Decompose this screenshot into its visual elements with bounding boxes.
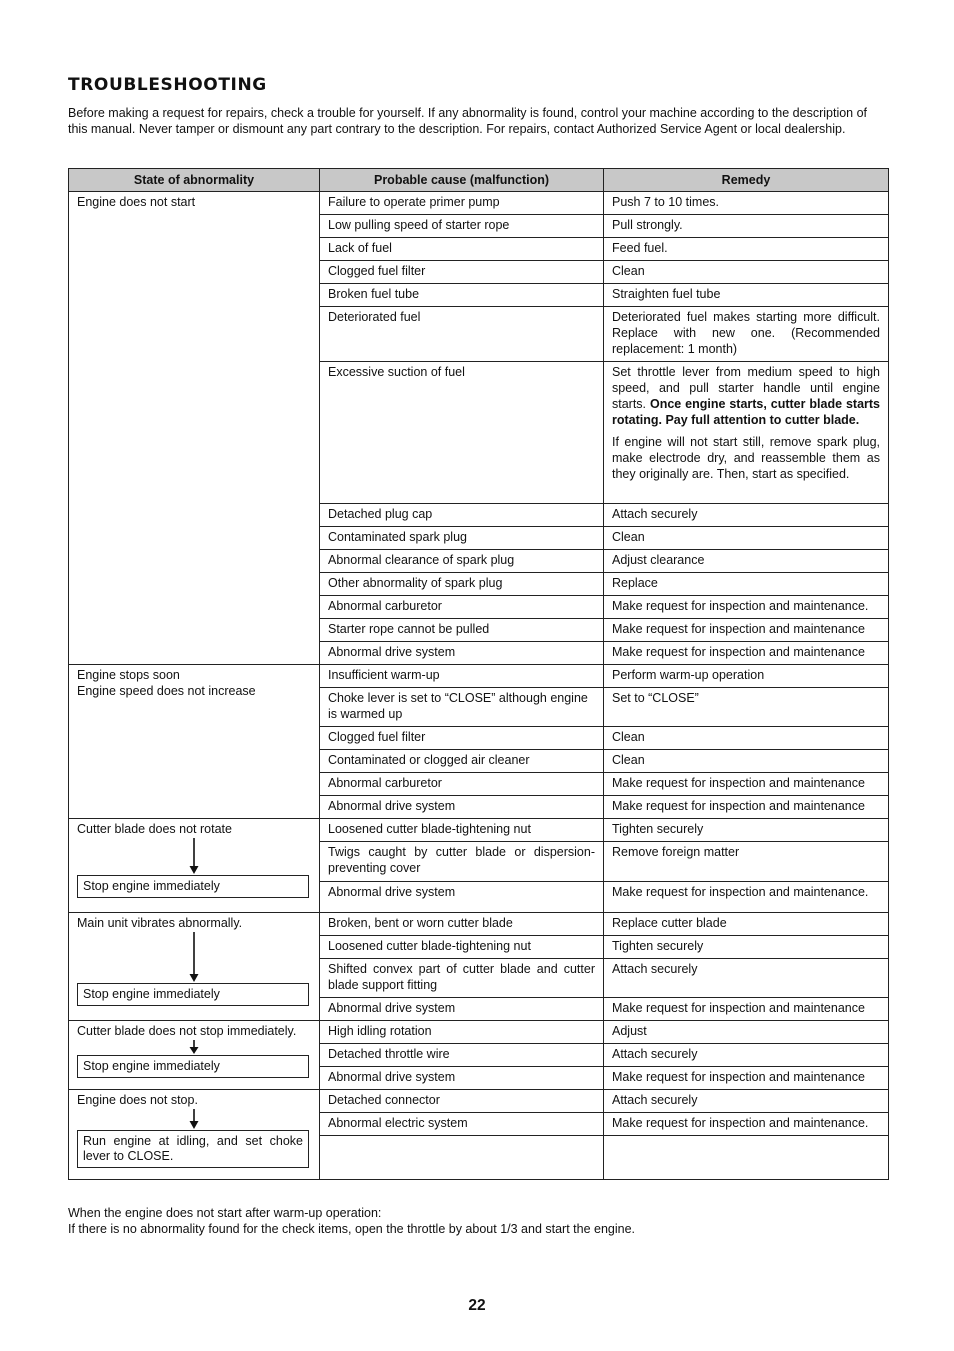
cause-cell: Detached plug cap xyxy=(320,504,604,527)
remedy-cell: Feed fuel. xyxy=(604,238,889,261)
cause-cell: Loosened cutter blade-tightening nut xyxy=(320,936,604,959)
empty-cell xyxy=(320,1136,604,1180)
cause-cell: Other abnormality of spark plug xyxy=(320,573,604,596)
page-title: TROUBLESHOOTING xyxy=(68,75,267,95)
footer-line: If there is no abnormality found for the check items, open the throttle by about 1/3 and start the engine. xyxy=(68,1221,636,1236)
table-row xyxy=(69,192,889,215)
table-row xyxy=(69,819,889,842)
state-line: Engine speed does not increase xyxy=(77,684,256,698)
cause-cell: Loosened cutter blade-tightening nut xyxy=(320,819,604,842)
troubleshooting-table xyxy=(68,168,889,1180)
action-box: Stop engine immediately xyxy=(77,983,309,1006)
state-cutter-blade-does-not-stop xyxy=(69,1021,320,1090)
remedy-cell: Make request for inspection and maintenance. xyxy=(604,1113,889,1136)
remedy-cell: Straighten fuel tube xyxy=(604,284,889,307)
remedy-cell: Pull strongly. xyxy=(604,215,889,238)
table-row xyxy=(69,1090,889,1113)
intro-paragraph: Before making a request for repairs, check a trouble for yourself. If any abnormality is found, control your machine according to the description of this manual. Never tamper or dismount any part contrary to the description. For repairs, contact Authorized Service Agent or local dealership. xyxy=(68,106,868,136)
state-engine-does-not-start: Engine does not start xyxy=(69,192,320,665)
remedy-cell: Perform warm-up operation xyxy=(604,665,889,688)
table-header-row xyxy=(69,169,889,192)
cause-cell: Abnormal drive system xyxy=(320,1067,604,1090)
remedy-cell: Tighten securely xyxy=(604,936,889,959)
remedy-text: Set throttle lever from medium speed to high speed, and pull starter handle until engine starts. xyxy=(612,365,880,411)
footer-note xyxy=(68,1206,888,1237)
remedy-paragraph: If engine will not start still, remove spark plug, make electrode dry, and reassemble them as they originally are. Then, start as specified. xyxy=(612,435,880,481)
remedy-cell: Attach securely xyxy=(604,1044,889,1067)
cause-cell: Low pulling speed of starter rope xyxy=(320,215,604,238)
cause-cell: Abnormal clearance of spark plug xyxy=(320,550,604,573)
column-header-remedy: Remedy xyxy=(604,169,889,192)
remedy-cell: Clean xyxy=(604,261,889,284)
table-row xyxy=(69,665,889,688)
cause-cell: Twigs caught by cutter blade or dispersion-preventing cover xyxy=(320,842,604,882)
remedy-cell: Make request for inspection and maintenance xyxy=(604,1067,889,1090)
cause-cell: Clogged fuel filter xyxy=(320,727,604,750)
remedy-cell: Clean xyxy=(604,527,889,550)
cause-cell: Insufficient warm-up xyxy=(320,665,604,688)
cause-cell: Broken fuel tube xyxy=(320,284,604,307)
cause-cell: Starter rope cannot be pulled xyxy=(320,619,604,642)
remedy-cell: Adjust xyxy=(604,1021,889,1044)
remedy-cell: Set to “CLOSE” xyxy=(604,688,889,727)
column-header-state: State of abnormality xyxy=(69,169,320,192)
remedy-cell: Replace xyxy=(604,573,889,596)
remedy-cell: Clean xyxy=(604,750,889,773)
cause-cell: Excessive suction of fuel xyxy=(320,362,604,504)
cause-cell: Abnormal drive system xyxy=(320,882,604,913)
remedy-cell: Adjust clearance xyxy=(604,550,889,573)
down-arrow-icon xyxy=(188,931,200,983)
cause-cell: Lack of fuel xyxy=(320,238,604,261)
footer-line: When the engine does not start after warm-up operation: xyxy=(68,1206,382,1220)
remedy-cell: Make request for inspection and maintenance xyxy=(604,619,889,642)
cause-cell: Broken, bent or worn cutter blade xyxy=(320,913,604,936)
cause-cell: Shifted convex part of cutter blade and cutter blade support fitting xyxy=(320,959,604,998)
state-main-unit-vibrates xyxy=(69,913,320,1021)
cause-cell: Contaminated or clogged air cleaner xyxy=(320,750,604,773)
cause-cell: Abnormal carburetor xyxy=(320,773,604,796)
state-text: Main unit vibrates abnormally. xyxy=(77,916,243,930)
remedy-paragraph xyxy=(612,364,880,428)
remedy-cell: Tighten securely xyxy=(604,819,889,842)
state-line: Engine stops soon xyxy=(77,668,180,682)
down-arrow-icon xyxy=(188,837,200,875)
state-engine-does-not-stop xyxy=(69,1090,320,1180)
cause-cell: Abnormal drive system xyxy=(320,642,604,665)
remedy-cell: Push 7 to 10 times. xyxy=(604,192,889,215)
remedy-cell: Deteriorated fuel makes starting more difficult. Replace with new one. (Recommended replacement: 1 month) xyxy=(604,307,889,362)
state-text: Cutter blade does not rotate xyxy=(77,822,232,836)
remedy-cell: Make request for inspection and maintenance xyxy=(604,796,889,819)
state-engine-stops-soon xyxy=(69,665,320,819)
remedy-cell: Make request for inspection and maintenance xyxy=(604,998,889,1021)
column-header-cause: Probable cause (malfunction) xyxy=(320,169,604,192)
action-box: Run engine at idling, and set choke lever to CLOSE. xyxy=(77,1130,309,1168)
table-row xyxy=(69,913,889,936)
remedy-warning: Once engine starts, cutter blade starts rotating. Pay full attention to cutter blade. xyxy=(612,397,880,427)
empty-cell xyxy=(604,1136,889,1180)
remedy-cell: Make request for inspection and maintenance xyxy=(604,642,889,665)
cause-cell: Detached connector xyxy=(320,1090,604,1113)
cause-cell: Abnormal drive system xyxy=(320,998,604,1021)
down-arrow-icon xyxy=(188,1108,200,1130)
cause-cell: Failure to operate primer pump xyxy=(320,192,604,215)
state-cutter-blade-does-not-rotate xyxy=(69,819,320,913)
state-text: Cutter blade does not stop immediately. xyxy=(77,1024,297,1038)
remedy-cell: Attach securely xyxy=(604,504,889,527)
cause-cell: Detached throttle wire xyxy=(320,1044,604,1067)
remedy-cell: Remove foreign matter xyxy=(604,842,889,882)
cause-cell: Choke lever is set to “CLOSE” although engine is warmed up xyxy=(320,688,604,727)
remedy-cell: Make request for inspection and maintenance. xyxy=(604,882,889,913)
action-box: Stop engine immediately xyxy=(77,1055,309,1078)
action-box: Stop engine immediately xyxy=(77,875,309,898)
cause-cell: Contaminated spark plug xyxy=(320,527,604,550)
remedy-cell: Make request for inspection and maintenance. xyxy=(604,596,889,619)
cause-cell: Abnormal electric system xyxy=(320,1113,604,1136)
down-arrow-icon xyxy=(188,1039,200,1055)
remedy-cell: Replace cutter blade xyxy=(604,913,889,936)
cause-cell: High idling rotation xyxy=(320,1021,604,1044)
remedy-cell: Attach securely xyxy=(604,959,889,998)
remedy-cell xyxy=(604,362,889,504)
cause-cell: Abnormal drive system xyxy=(320,796,604,819)
remedy-cell: Make request for inspection and maintenance xyxy=(604,773,889,796)
remedy-cell: Attach securely xyxy=(604,1090,889,1113)
remedy-cell: Clean xyxy=(604,727,889,750)
state-text: Engine does not stop. xyxy=(77,1093,198,1107)
cause-cell: Clogged fuel filter xyxy=(320,261,604,284)
page-number: 22 xyxy=(468,1297,486,1314)
cause-cell: Deteriorated fuel xyxy=(320,307,604,362)
cause-cell: Abnormal carburetor xyxy=(320,596,604,619)
table-row xyxy=(69,1021,889,1044)
